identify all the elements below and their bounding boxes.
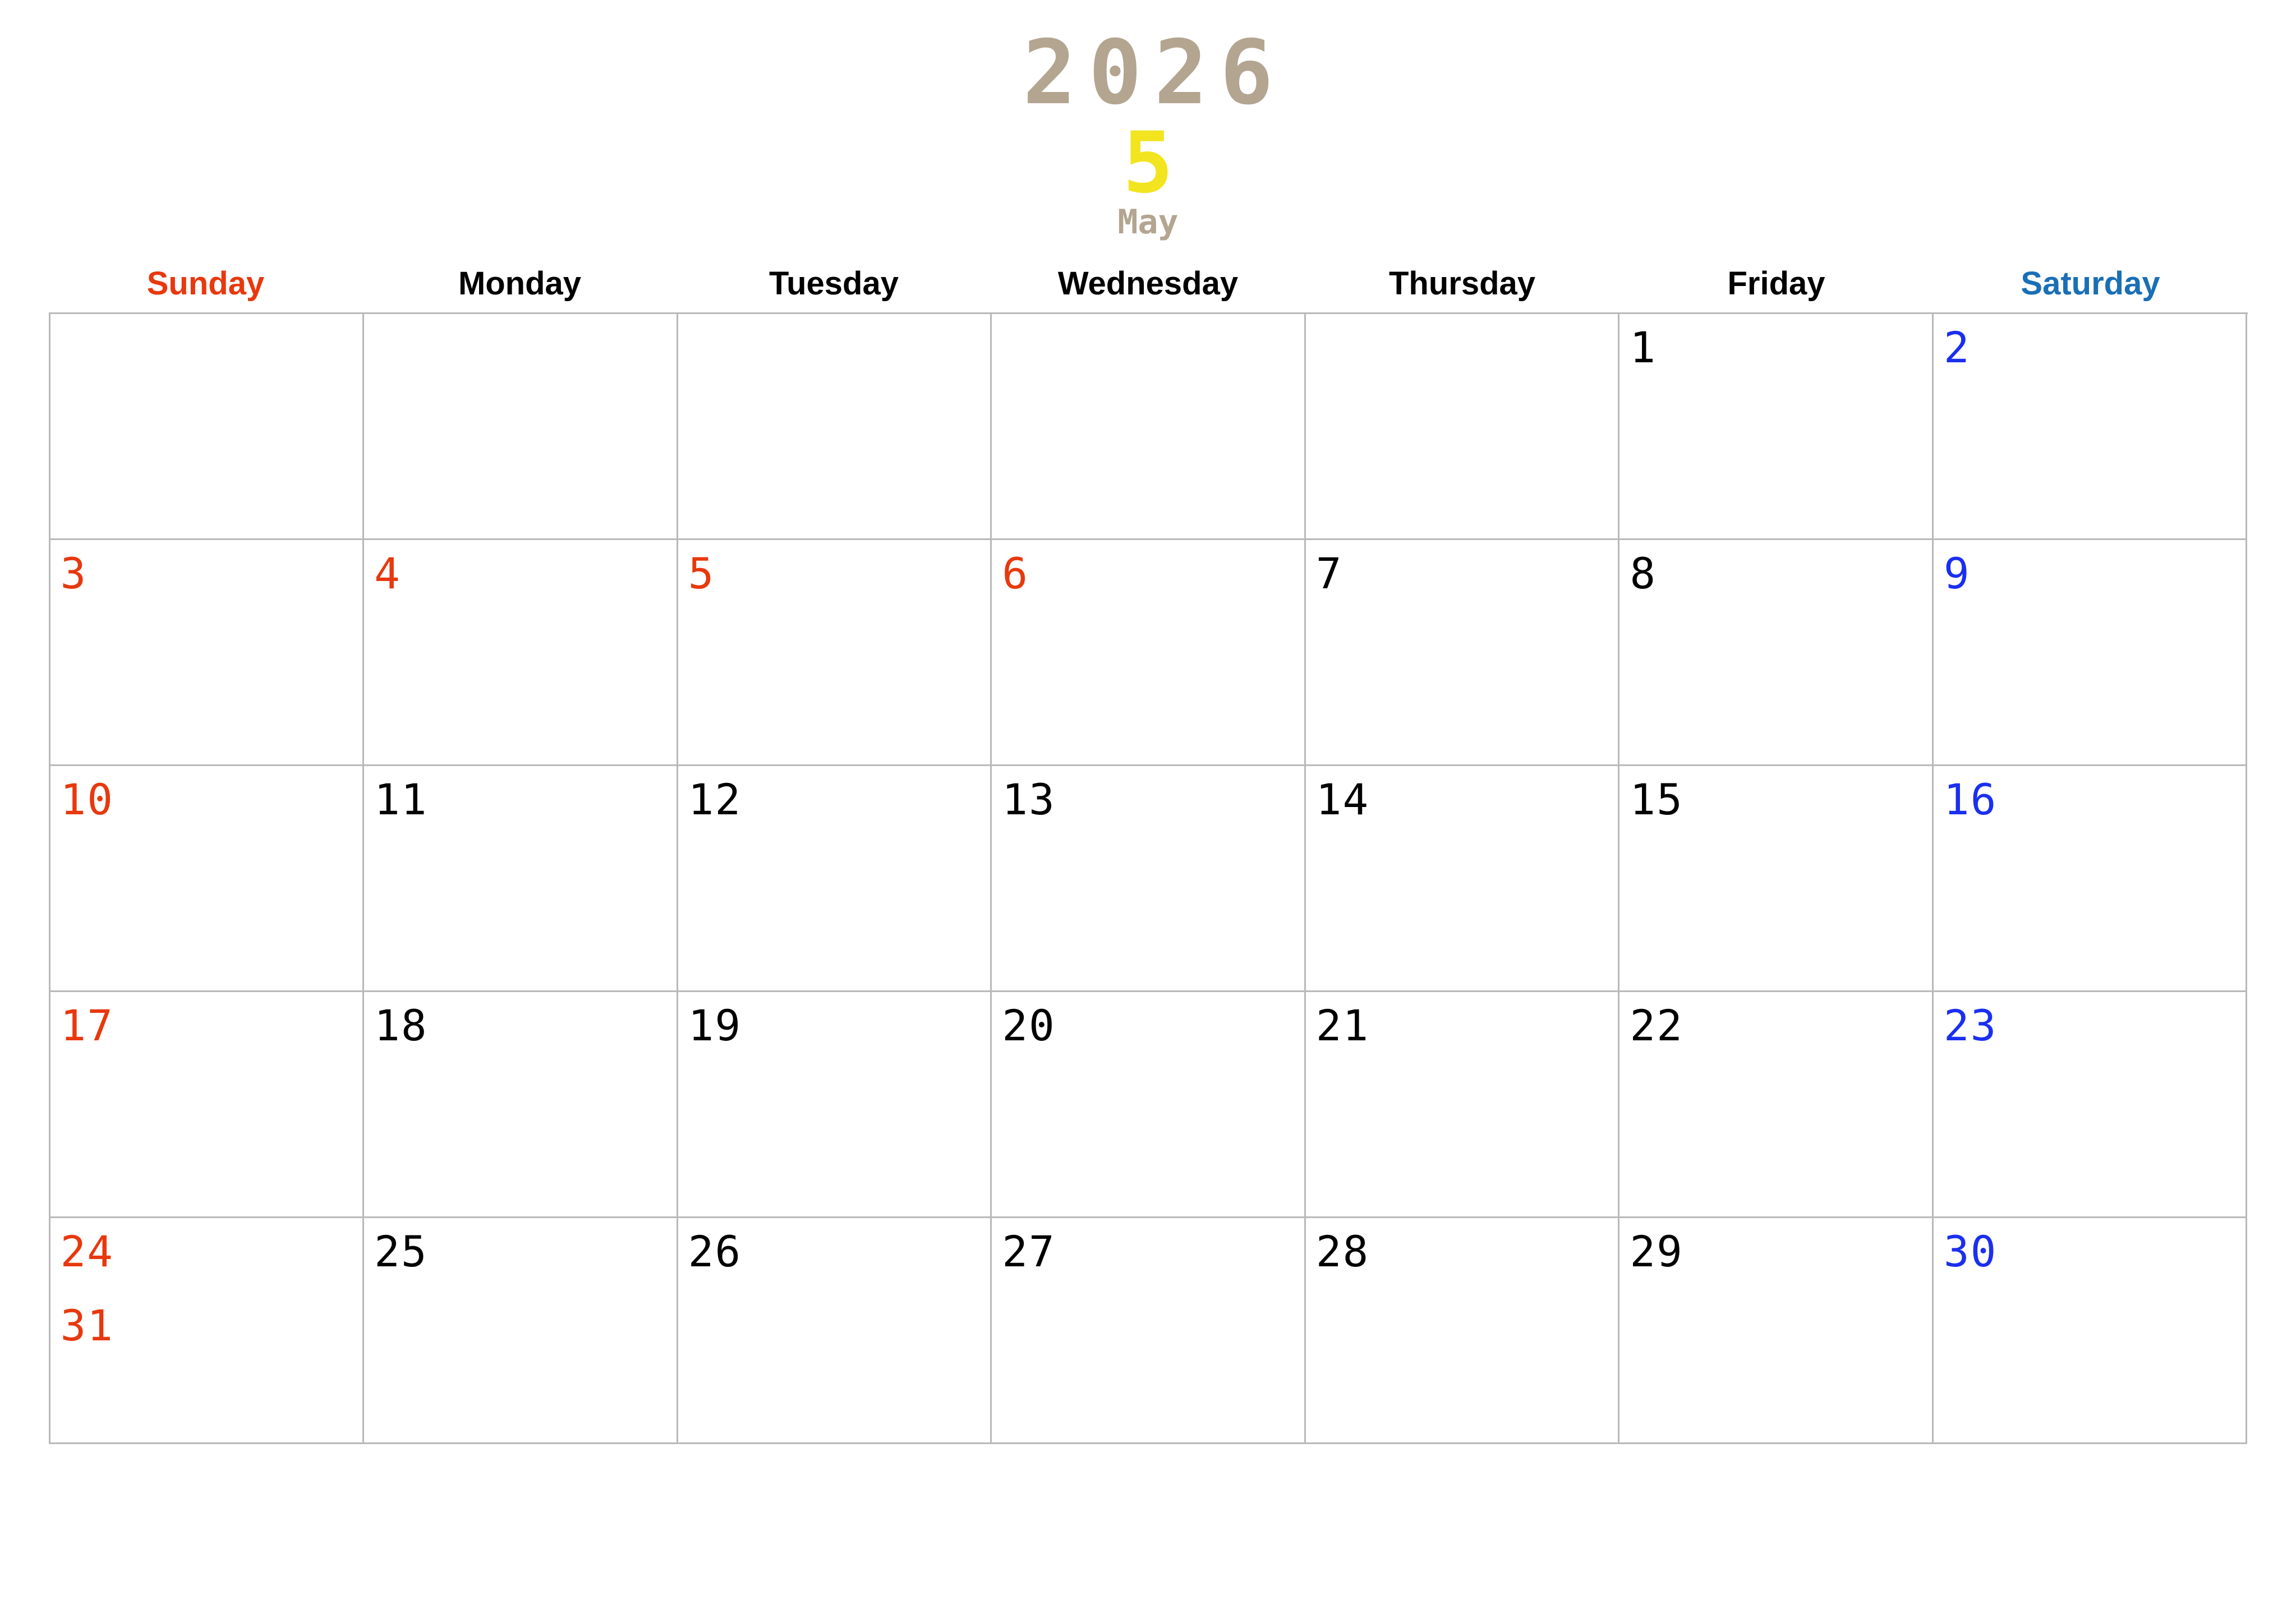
- day-cell[interactable]: [50, 766, 365, 992]
- day-cell[interactable]: [1619, 992, 1934, 1218]
- day-cell[interactable]: [50, 1218, 365, 1444]
- day-cell[interactable]: [364, 1218, 678, 1444]
- day-cell[interactable]: [1619, 1218, 1934, 1444]
- day-cell[interactable]: [50, 314, 365, 540]
- day-cell[interactable]: [1306, 1218, 1620, 1444]
- day-cell[interactable]: [678, 766, 992, 992]
- day-number: 14: [1315, 774, 1370, 825]
- day-cell[interactable]: [1619, 314, 1934, 540]
- day-cell[interactable]: [992, 1218, 1306, 1444]
- day-cell[interactable]: [50, 540, 365, 766]
- day-cell[interactable]: [678, 1218, 992, 1444]
- weekday-thursday: Thursday: [1388, 265, 1536, 302]
- day-number: 6: [1002, 548, 1029, 599]
- day-number: 15: [1630, 774, 1683, 825]
- day-cell[interactable]: [1306, 314, 1620, 540]
- day-number: 19: [688, 1000, 742, 1051]
- weekday-header-row: [49, 265, 2248, 312]
- weekday-friday: Friday: [1727, 265, 1825, 302]
- day-cell[interactable]: [364, 314, 678, 540]
- day-cell[interactable]: [992, 766, 1306, 992]
- day-cell[interactable]: [678, 314, 992, 540]
- day-number: 21: [1315, 1000, 1370, 1051]
- day-cell[interactable]: [678, 540, 992, 766]
- day-number: 20: [1002, 1000, 1056, 1051]
- day-number: 27: [1002, 1227, 1056, 1277]
- day-number: 13: [1002, 774, 1056, 825]
- month-number: 5: [1122, 114, 1174, 212]
- day-number: 4: [374, 548, 401, 599]
- day-number: 3: [60, 548, 88, 599]
- day-cell[interactable]: [992, 540, 1306, 766]
- day-cell[interactable]: [992, 992, 1306, 1218]
- calendar-grid: [49, 312, 2248, 1444]
- day-cell[interactable]: [364, 992, 678, 1218]
- day-cell[interactable]: [1934, 540, 2248, 766]
- day-cell[interactable]: [1306, 766, 1620, 992]
- day-cell[interactable]: [1934, 314, 2248, 540]
- day-number: 25: [374, 1227, 428, 1277]
- day-number: 10: [60, 774, 114, 825]
- weekday-wednesday: Wednesday: [1057, 265, 1239, 302]
- day-cell[interactable]: [1619, 540, 1934, 766]
- day-number: 29: [1630, 1227, 1683, 1277]
- day-number: 16: [1943, 774, 1998, 825]
- day-cell[interactable]: [1934, 766, 2248, 992]
- day-number: 18: [374, 1000, 428, 1051]
- day-number: 8: [1630, 548, 1657, 599]
- day-cell[interactable]: [364, 766, 678, 992]
- day-cell[interactable]: [992, 314, 1306, 540]
- day-number: 9: [1943, 548, 1971, 599]
- day-number: 5: [688, 548, 715, 599]
- day-number: 26: [688, 1227, 742, 1277]
- day-number: 11: [374, 774, 428, 825]
- day-number: 2: [1943, 322, 1971, 373]
- day-number: 1: [1630, 322, 1657, 373]
- day-cell[interactable]: [1306, 540, 1620, 766]
- day-number: 12: [688, 774, 742, 825]
- calendar-header: [0, 0, 2296, 242]
- day-cell[interactable]: [364, 540, 678, 766]
- day-number: 17: [60, 1000, 114, 1051]
- year-title: 2026: [1023, 21, 1286, 125]
- weekday-saturday: Saturday: [2021, 265, 2160, 302]
- day-cell[interactable]: [1934, 1218, 2248, 1444]
- day-cell[interactable]: [50, 992, 365, 1218]
- day-number: 24: [60, 1227, 114, 1277]
- day-number: 22: [1630, 1000, 1683, 1051]
- day-number: 28: [1315, 1227, 1370, 1277]
- day-cell[interactable]: [1934, 992, 2248, 1218]
- weekday-tuesday: Tuesday: [769, 265, 899, 302]
- day-cell[interactable]: [678, 992, 992, 1218]
- day-cell[interactable]: [1619, 766, 1934, 992]
- day-cell[interactable]: [1306, 992, 1620, 1218]
- day-number-overflow: 31: [60, 1300, 114, 1350]
- weekday-sunday: Sunday: [146, 265, 265, 302]
- day-number: 30: [1943, 1227, 1998, 1277]
- month-name: May: [1117, 202, 1179, 242]
- weekday-monday: Monday: [458, 265, 582, 302]
- day-number: 23: [1943, 1000, 1998, 1051]
- day-number: 7: [1315, 548, 1343, 599]
